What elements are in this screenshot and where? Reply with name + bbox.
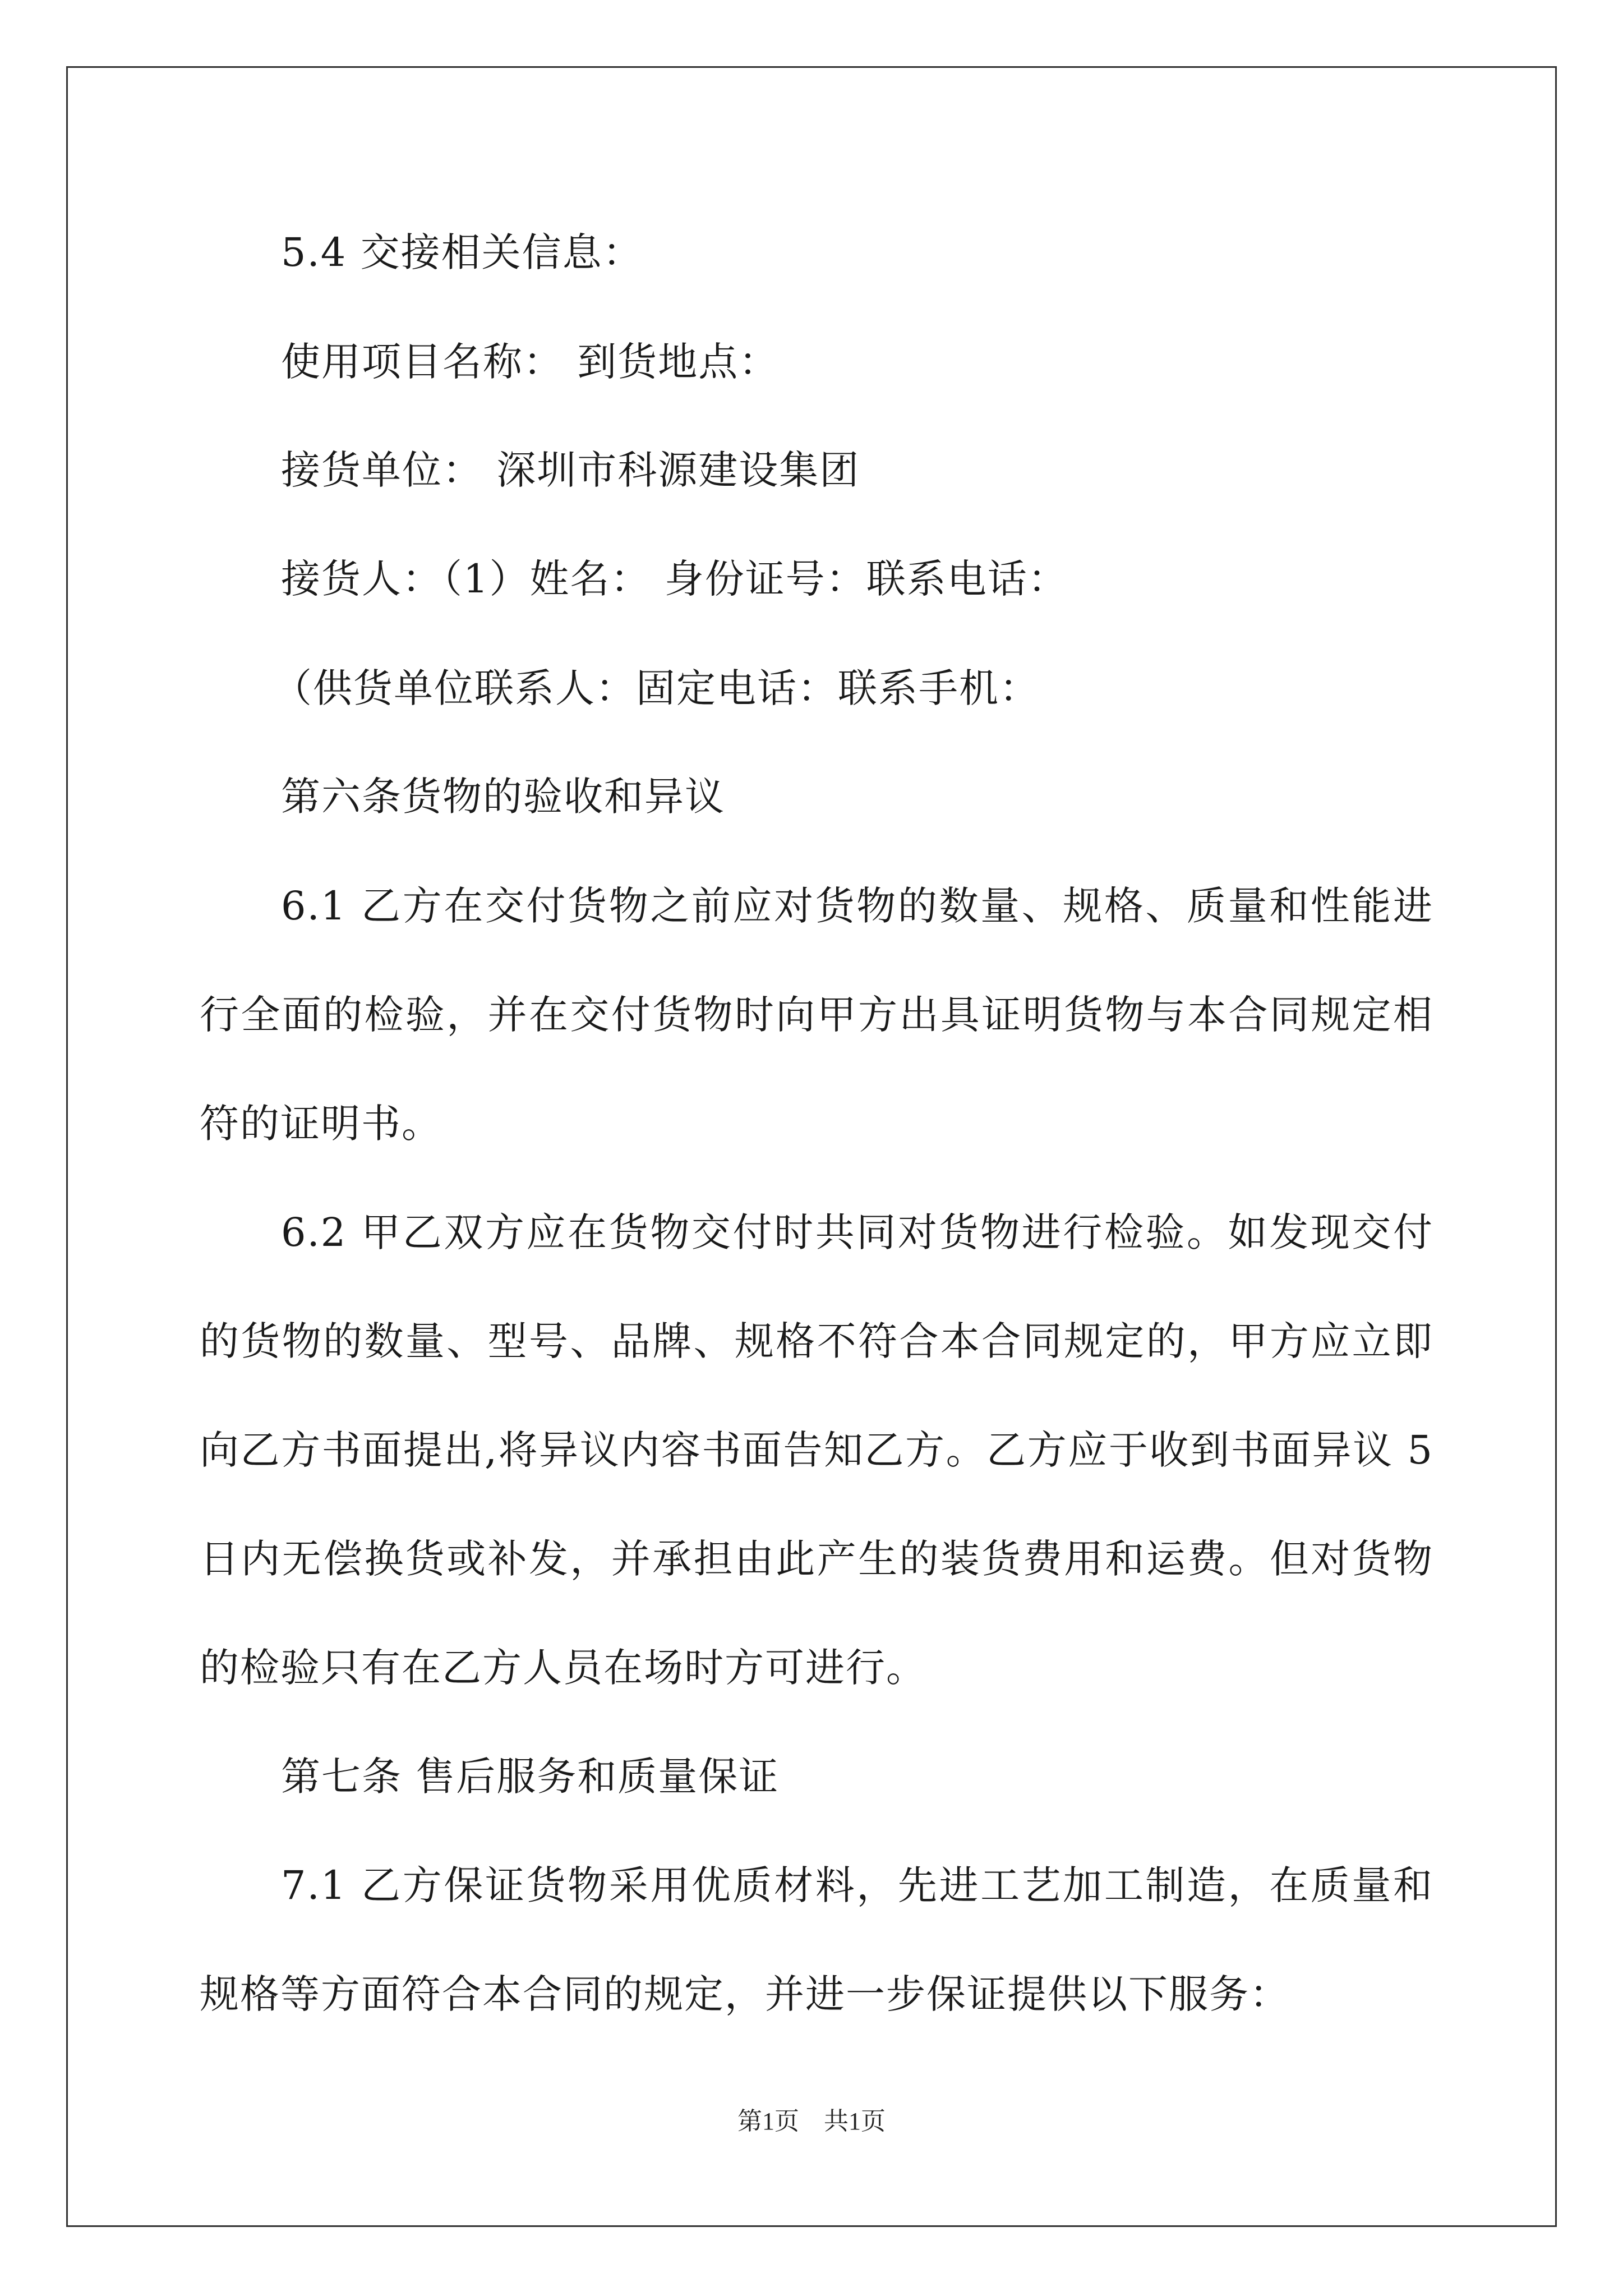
- clause-6-2-line-1: 6.2 甲乙双方应在货物交付时共同对货物进行检验。如发现交付: [281, 1209, 1433, 1255]
- article-7-heading: 第七条 售后服务和质量保证: [281, 1754, 780, 1800]
- section-5-4-heading: 5.4 交接相关信息：: [281, 229, 643, 275]
- clause-7-1-line-1: 7.1 乙方保证货物采用优质材料，先进工艺加工制造，在质量和: [281, 1862, 1433, 1908]
- receiver-line: 接货人：（1）姓名： 身份证号：联系电话：: [281, 556, 1068, 602]
- clause-6-2-line-5: 的检验只有在乙方人员在场时方可进行。: [200, 1645, 926, 1691]
- page-number-footer: 第1页 共1页: [737, 2108, 886, 2135]
- receiving-unit-line: 接货单位： 深圳市科源建设集团: [281, 447, 860, 493]
- clause-6-1-line-3: 符的证明书。: [200, 1101, 442, 1147]
- project-name-line: 使用项目名称： 到货地点：: [281, 339, 780, 385]
- article-6-heading: 第六条货物的验收和异议: [281, 774, 725, 820]
- supplier-contact-line: （供货单位联系人：固定电话：联系手机：: [273, 665, 1040, 711]
- clause-6-1-line-1: 6.1 乙方在交付货物之前应对货物的数量、规格、质量和性能进: [281, 883, 1433, 929]
- clause-6-1-line-2: 行全面的检验，并在交付货物时向甲方出具证明货物与本合同规定相: [200, 992, 1433, 1038]
- clause-6-2-line-3: 向乙方书面提出,将异议内容书面告知乙方。乙方应于收到书面异议 5: [200, 1427, 1433, 1473]
- clause-7-1-line-2: 规格等方面符合本合同的规定，并进一步保证提供以下服务：: [200, 1971, 1290, 2017]
- clause-6-2-line-2: 的货物的数量、型号、品牌、规格不符合本合同规定的，甲方应立即: [200, 1318, 1433, 1364]
- clause-6-2-line-4: 日内无偿换货或补发，并承担由此产生的装货费用和运费。但对货物: [200, 1536, 1433, 1582]
